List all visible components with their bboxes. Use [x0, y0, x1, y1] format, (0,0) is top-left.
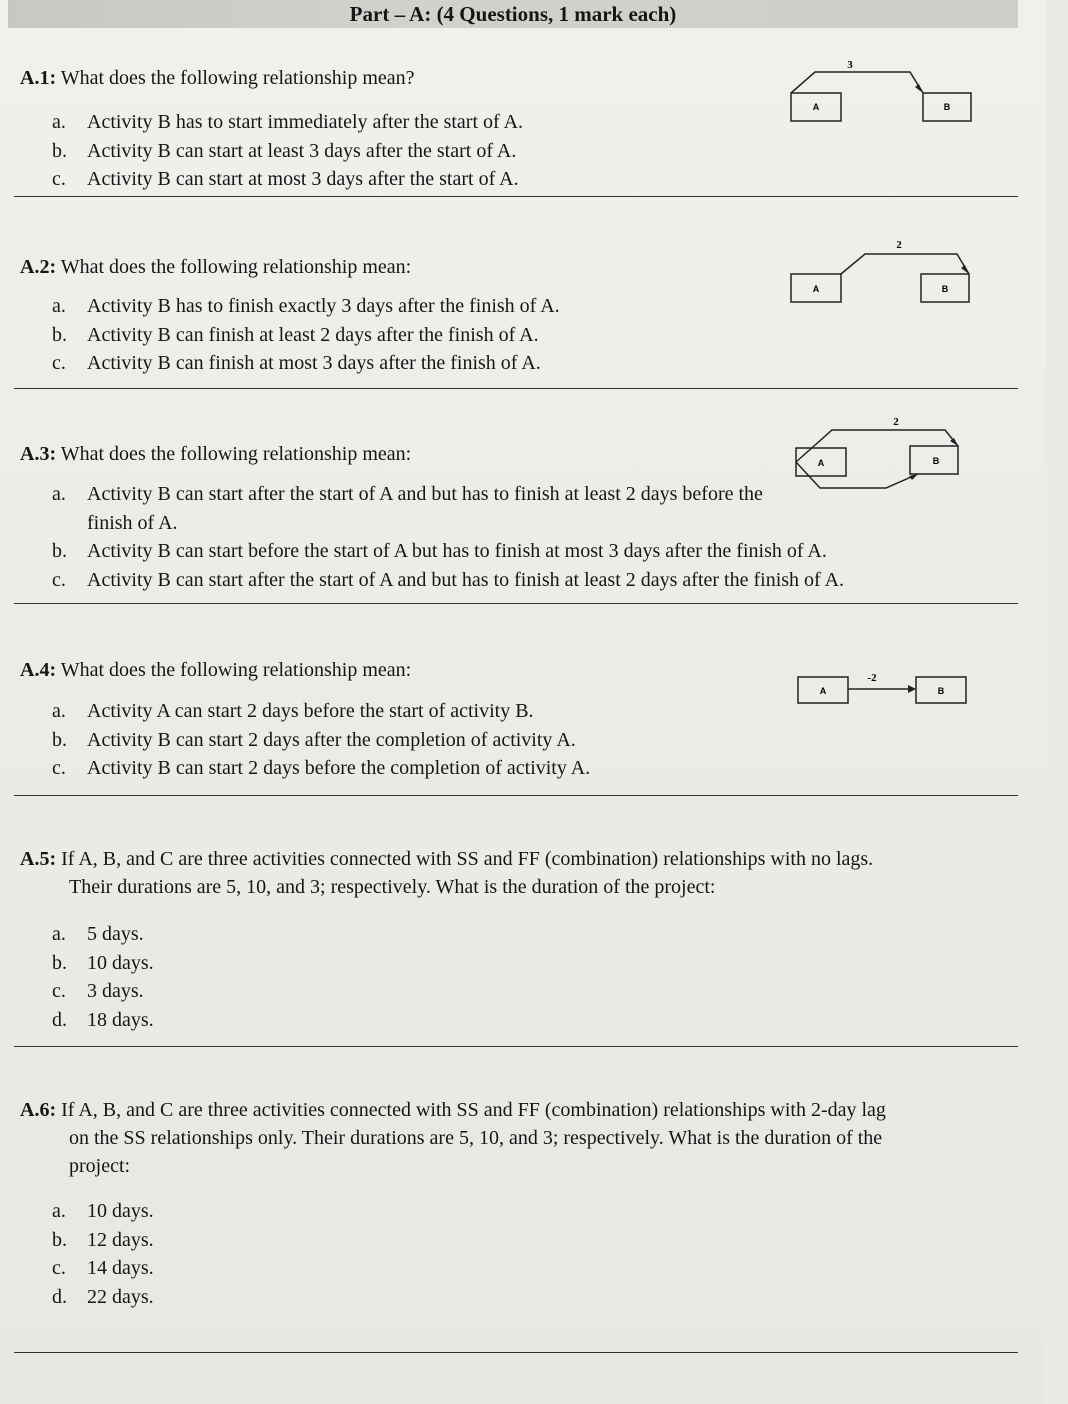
option-text: 10 days. — [87, 951, 154, 974]
ff-link-line — [841, 254, 969, 274]
ss-link-line — [796, 462, 918, 488]
question-text-cont: Their durations are 5, 10, and 3; respectively. What is the duration of the project: — [69, 876, 716, 898]
activity-b-label: B — [937, 686, 945, 696]
option-text: 14 days. — [87, 1257, 154, 1279]
option-text: Activity B can finish at most 3 days after the finish of A. — [87, 352, 541, 374]
question-text-cont: project: — [69, 1155, 131, 1177]
question-text: What does the following relationship mean? — [60, 67, 415, 89]
option[interactable] — [52, 726, 752, 755]
section-title: Part – A: (4 Questions, 1 mark each) — [349, 2, 677, 26]
activity-b-label: B — [932, 456, 940, 466]
option-letter: c. — [52, 568, 66, 591]
option[interactable] — [52, 697, 752, 726]
option-text: Activity B can start 2 days after the completion of activity A. — [87, 728, 576, 751]
option-letter: a. — [52, 923, 66, 945]
option[interactable] — [52, 754, 752, 783]
divider — [14, 1046, 1018, 1047]
arrowhead — [950, 438, 958, 446]
option-text: Activity B has to finish exactly 3 days after the finish of A. — [87, 295, 560, 317]
option[interactable] — [52, 949, 352, 978]
options-a3 — [52, 480, 952, 594]
option-text: 22 days. — [87, 1285, 154, 1308]
ss-link-line — [791, 72, 923, 93]
question-text: What does the following relationship mean: — [60, 256, 412, 278]
activity-b-label: B — [941, 284, 949, 294]
option-letter: a. — [52, 1200, 66, 1222]
question-a5 — [20, 845, 1030, 901]
option-letter: c. — [52, 980, 66, 1002]
option-letter: a. — [52, 483, 66, 505]
option[interactable] — [52, 537, 952, 566]
question-a4 — [20, 656, 411, 684]
question-text: What does the following relationship mean: — [60, 659, 412, 681]
divider — [14, 795, 1018, 796]
lag-label: 3 — [847, 59, 853, 71]
option-letter: d. — [52, 1008, 67, 1031]
lag-label: -2 — [867, 672, 877, 684]
option[interactable] — [52, 292, 752, 321]
question-number: A.5: — [20, 848, 57, 870]
option-letter: a. — [52, 111, 66, 133]
relationship-diagram-a1 — [785, 55, 985, 130]
option-letter: c. — [52, 168, 66, 190]
option-text: 10 days. — [87, 1200, 154, 1222]
option-text: 5 days. — [87, 923, 144, 945]
option[interactable] — [52, 1006, 352, 1035]
arrowhead — [961, 265, 969, 274]
option-letter: c. — [52, 1257, 66, 1279]
relationship-diagram-a2 — [785, 232, 985, 307]
option[interactable] — [52, 137, 752, 166]
option-text: 18 days. — [87, 1008, 154, 1031]
option-text: Activity B can start 2 days before the completion of activity A. — [87, 757, 591, 779]
option-text: Activity B can start before the start of A but has to finish at most 3 days after the finish of A. — [87, 540, 827, 562]
options-a6 — [52, 1197, 352, 1311]
option[interactable] — [52, 920, 352, 949]
question-number: A.4: — [20, 659, 57, 681]
relationship-diagram-a4 — [790, 665, 980, 715]
option-text: Activity B can finish at least 2 days after the finish of A. — [87, 323, 539, 346]
option[interactable] — [52, 1197, 352, 1226]
divider — [14, 388, 1018, 389]
option[interactable] — [52, 566, 952, 595]
option[interactable] — [52, 1254, 352, 1283]
lag-label: 2 — [896, 239, 902, 251]
option[interactable] — [52, 1226, 352, 1255]
divider — [14, 603, 1018, 604]
question-a6 — [20, 1096, 1030, 1180]
relationship-diagram-a3 — [790, 410, 990, 495]
activity-b-label: B — [943, 102, 951, 112]
option-letter: c. — [52, 352, 66, 374]
option-text: Activity B has to start immediately after the start of A. — [87, 111, 524, 133]
arrowhead — [915, 84, 923, 93]
section-header — [8, 0, 1018, 28]
question-number: A.2: — [20, 256, 57, 278]
option-text: Activity B can start after the start of A and but has to finish at least 2 days before the finish of A. — [87, 483, 763, 534]
option[interactable] — [52, 1283, 352, 1312]
option[interactable] — [52, 108, 752, 137]
option-letter: b. — [52, 323, 67, 346]
options-a4 — [52, 697, 752, 783]
arrowhead — [908, 685, 916, 693]
activity-a-label: A — [812, 284, 820, 294]
question-text: What does the following relationship mean: — [60, 443, 412, 465]
question-a1 — [20, 64, 415, 92]
option-letter: b. — [52, 540, 67, 562]
option[interactable] — [52, 321, 752, 350]
question-text: If A, B, and C are three activities connected with SS and FF (combination) relationships with no lags. — [61, 848, 874, 870]
option-text: Activity B can start after the start of A and but has to finish at least 2 days after the finish of A. — [87, 568, 845, 591]
option-letter: a. — [52, 700, 66, 722]
divider — [14, 196, 1018, 197]
question-text: If A, B, and C are three activities connected with SS and FF (combination) relationships with 2-day lag — [61, 1099, 886, 1121]
arrowhead — [909, 474, 918, 480]
option[interactable] — [52, 349, 752, 378]
option-text: Activity B can start at least 3 days after the start of A. — [87, 139, 517, 162]
divider — [14, 1352, 1018, 1353]
option-text: 12 days. — [87, 1228, 154, 1251]
question-number: A.1: — [20, 67, 57, 89]
question-a3 — [20, 440, 411, 468]
activity-a-label: A — [819, 686, 827, 696]
option-text: Activity A can start 2 days before the start of activity B. — [87, 700, 534, 722]
activity-a-label: A — [817, 458, 825, 468]
lag-label: 2 — [893, 416, 899, 428]
question-a2 — [20, 253, 411, 281]
options-a1 — [52, 108, 752, 194]
option-letter: d. — [52, 1285, 67, 1308]
option-text: 3 days. — [87, 980, 144, 1002]
option-letter: b. — [52, 951, 67, 974]
option-text: Activity B can start at most 3 days after the start of A. — [87, 168, 519, 190]
options-a2 — [52, 292, 752, 378]
option[interactable] — [52, 165, 752, 194]
option-letter: c. — [52, 757, 66, 779]
option-letter: b. — [52, 1228, 67, 1251]
activity-a-label: A — [812, 102, 820, 112]
option-letter: b. — [52, 728, 67, 751]
option[interactable] — [52, 977, 352, 1006]
options-a5 — [52, 920, 352, 1034]
question-number: A.6: — [20, 1099, 57, 1121]
option-letter: b. — [52, 139, 67, 162]
option-letter: a. — [52, 295, 66, 317]
question-text-cont: on the SS relationships only. Their durations are 5, 10, and 3; respectively. What is the duration of the — [69, 1127, 883, 1149]
question-number: A.3: — [20, 443, 57, 465]
